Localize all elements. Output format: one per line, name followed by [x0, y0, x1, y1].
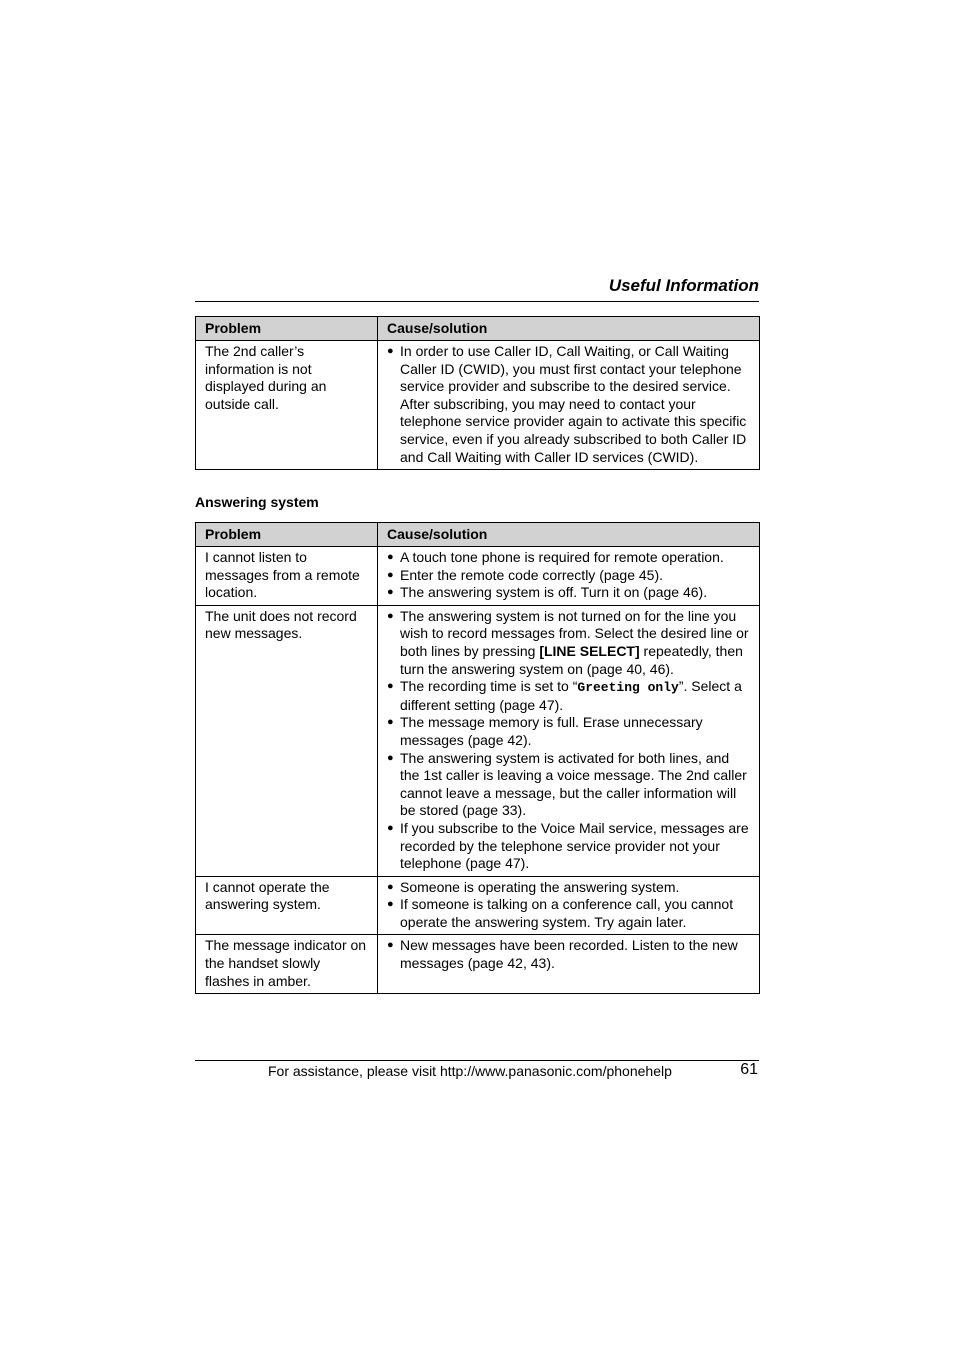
- solution-text: In order to use Caller ID, Call Waiting, or Call Waiting Caller ID (CWID), you must first contact your telephone service provider and subscribe to the desired service. After subscribing, you may need to contact your telephone service provider again to activate this specific service, even if you already subscribed to both Caller ID and Call Waiting with Caller ID services (CWID).: [400, 343, 747, 465]
- solution-text: The answering system is off. Turn it on (page 46).: [400, 584, 708, 601]
- solution-bullet: [387, 937, 750, 972]
- problem-cell: The unit does not record new messages.: [196, 605, 378, 876]
- solution-text: The message memory is full. Erase unnecessary messages (page 42).: [400, 714, 703, 748]
- bullet-icon: ●: [387, 716, 394, 729]
- problem-column-header: Problem: [196, 317, 378, 341]
- page-number: 61: [740, 1061, 758, 1078]
- cause-solution-cell: [378, 876, 760, 935]
- solution-bullet: [387, 750, 750, 820]
- solution-bullet: [387, 549, 750, 567]
- bullet-icon: ●: [387, 551, 394, 563]
- solution-text: Someone is operating the answering system.: [400, 878, 680, 895]
- cause-solution-cell: [378, 341, 760, 470]
- footer-rule: [195, 1060, 759, 1061]
- solution-bullet: [387, 820, 750, 873]
- answering-system-heading: Answering system: [195, 494, 319, 510]
- problem-cell: I cannot operate the answering system.: [196, 876, 378, 935]
- header-rule: [195, 301, 759, 302]
- solution-text: The answering system is not turned on for the line you wish to record messages from. Select the desired line or both lines by pressing: [400, 607, 749, 659]
- cause-solution-column-header: Cause/solution: [378, 317, 760, 341]
- table-row: [196, 935, 760, 994]
- table-header-row: [196, 523, 760, 547]
- solution-text: ”. Select a different setting (page 47).: [400, 678, 742, 713]
- solution-bullet: [387, 879, 750, 897]
- bullet-icon: ●: [387, 568, 394, 581]
- solution-bullet: [387, 714, 750, 749]
- greeting-only-setting: Greeting only: [577, 680, 679, 696]
- cause-solution-column-header: Cause/solution: [378, 523, 760, 547]
- solution-bullet: [387, 896, 750, 931]
- solution-bullet: [387, 343, 750, 466]
- solution-text: The answering system is activated for both lines, and the 1st caller is leaving a voice message. The 2nd caller cannot leave a message, but the caller information will be stored (page 33).: [400, 749, 747, 819]
- table-header-row: [196, 317, 760, 341]
- section-title: Useful Information: [608, 276, 759, 295]
- problem-cell: The 2nd caller’s information is not displayed during an outside call.: [196, 341, 378, 470]
- solution-bullet: [387, 678, 750, 714]
- solution-text: Enter the remote code correctly (page 45).: [400, 566, 664, 583]
- bullet-icon: ●: [387, 751, 394, 764]
- solution-text: The recording time is set to “: [400, 678, 578, 695]
- bullet-icon: ●: [387, 609, 394, 622]
- caller-id-troubleshooting-table: [195, 316, 760, 470]
- solution-bullet: [387, 584, 750, 602]
- line-select-key-label: [LINE SELECT]: [539, 642, 640, 659]
- solution-bullet: [387, 567, 750, 585]
- bullet-icon: ●: [387, 680, 394, 693]
- bullet-icon: ●: [387, 939, 394, 952]
- problem-column-header: Problem: [196, 523, 378, 547]
- solution-text: New messages have been recorded. Listen to the new messages (page 42, 43).: [400, 937, 738, 972]
- table-row: [196, 876, 760, 935]
- solution-bullet: [387, 608, 750, 678]
- solution-text: A touch tone phone is required for remote operation.: [400, 549, 724, 565]
- solution-text: If you subscribe to the Voice Mail service, messages are recorded by the telephone service provider not your telephone (page 47).: [400, 819, 749, 872]
- cause-solution-cell: [378, 547, 760, 606]
- bullet-icon: ●: [387, 586, 394, 599]
- table-row: [196, 341, 760, 470]
- solution-text: repeatedly, then turn the answering system on (page 40, 46).: [400, 642, 743, 677]
- problem-cell: I cannot listen to messages from a remote location.: [196, 547, 378, 606]
- problem-cell: The message indicator on the handset slowly flashes in amber.: [196, 935, 378, 994]
- bullet-icon: ●: [387, 345, 394, 357]
- cause-solution-cell: [378, 605, 760, 876]
- assistance-text: For assistance, please visit http://www.panasonic.com/phonehelp: [268, 1063, 672, 1079]
- solution-text: If someone is talking on a conference call, you cannot operate the answering system. Try again later.: [400, 896, 734, 930]
- cause-solution-cell: [378, 935, 760, 994]
- bullet-icon: ●: [387, 898, 394, 911]
- bullet-icon: ●: [387, 880, 394, 893]
- bullet-icon: ●: [387, 821, 394, 834]
- answering-system-troubleshooting-table: [195, 522, 760, 994]
- table-row: [196, 605, 760, 876]
- table-row: [196, 547, 760, 606]
